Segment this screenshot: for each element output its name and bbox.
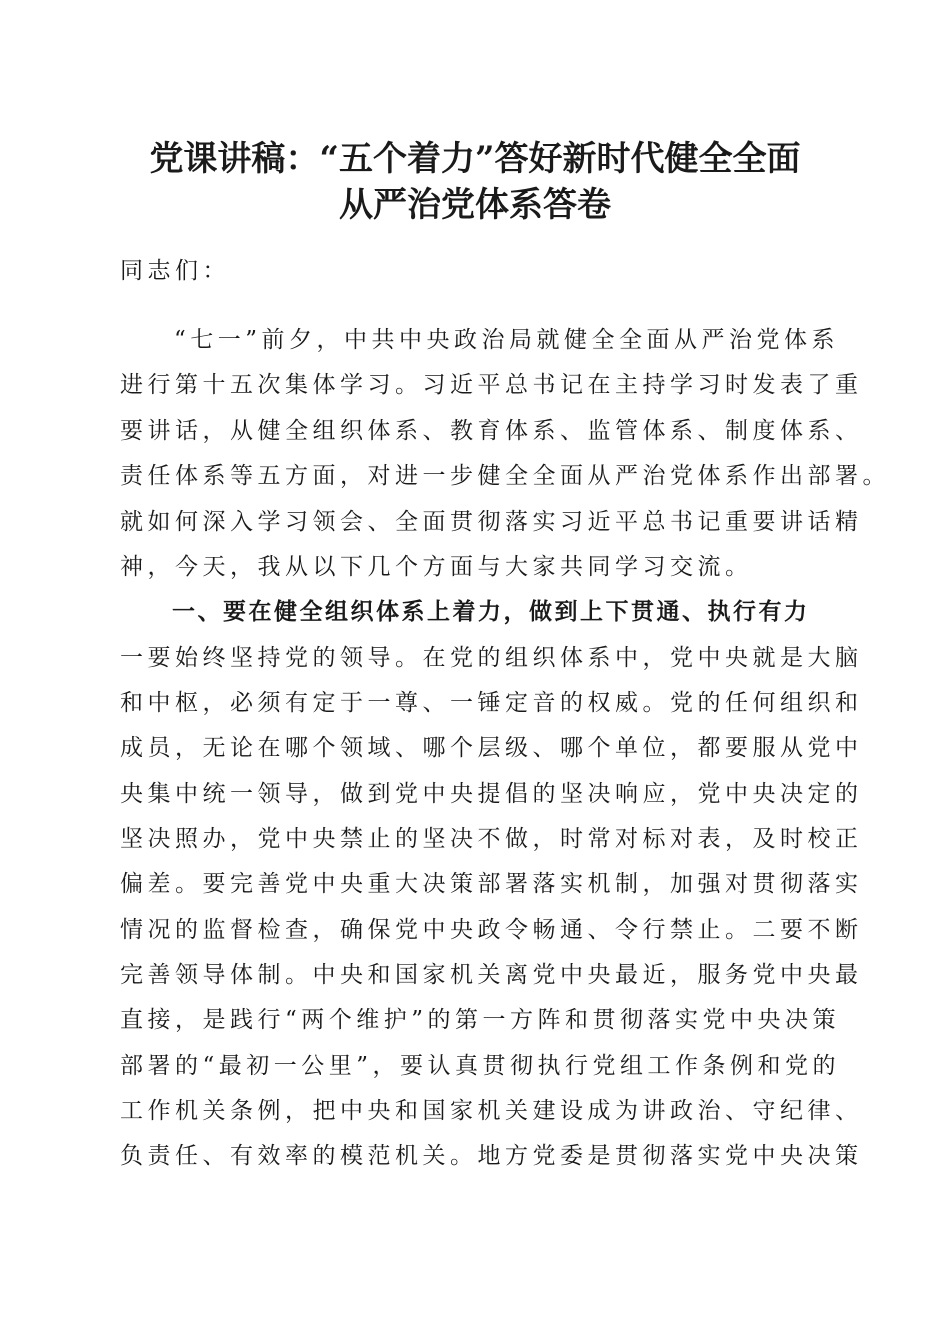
intro-line: 责任体系等五方面，对进一步健全全面从严治党体系作出部署。	[120, 463, 890, 489]
section-line: 情况的监督检查，确保党中央政令畅通、令行禁止。二要不断	[120, 917, 863, 943]
section-line: 负责任、有效率的模范机关。地方党委是贯彻落实党中央决策	[120, 1143, 863, 1169]
salutation: 同志们：	[120, 258, 230, 284]
section-line: 成员，无论在哪个领域、哪个层级、哪个单位，都要服从党中	[120, 735, 863, 761]
section-line: 偏差。要完善党中央重大决策部署落实机制，加强对贯彻落实	[120, 871, 863, 897]
section-line: 一要始终坚持党的领导。在党的组织体系中，党中央就是大脑	[120, 645, 863, 671]
intro-line: 神，今天，我从以下几个方面与大家共同学习交流。	[120, 554, 753, 580]
section-line: 工作机关条例，把中央和国家机关建设成为讲政治、守纪律、	[120, 1098, 863, 1124]
document-title-line-2: 从严治党体系答卷	[339, 185, 611, 225]
section-line: 央集中统一领导，做到党中央提倡的坚决响应，党中央决定的	[120, 781, 863, 807]
intro-line: “七一”前夕，中共中央政治局就健全全面从严治党体系	[174, 327, 840, 353]
intro-line: 要讲话，从健全组织体系、教育体系、监管体系、制度体系、	[120, 418, 863, 444]
section-line: 直接，是践行“两个维护”的第一方阵和贯彻落实党中央决策	[120, 1007, 841, 1033]
section-line: 坚决照办，党中央禁止的坚决不做，时常对标对表，及时校正	[120, 826, 863, 852]
document-title-line-1: 党课讲稿：“五个着力”答好新时代健全全面	[149, 139, 801, 179]
intro-line: 就如何深入学习领会、全面贯彻落实习近平总书记重要讲话精	[120, 509, 863, 535]
section-line: 完善领导体制。中央和国家机关离党中央最近，服务党中央最	[120, 962, 863, 988]
intro-line: 进行第十五次集体学习。习近平总书记在主持学习时发表了重	[120, 372, 863, 398]
section-line: 和中枢，必须有定于一尊、一锤定音的权威。党的任何组织和	[120, 690, 863, 716]
section-line: 部署的“最初一公里”，要认真贯彻执行党组工作条例和党的	[120, 1053, 841, 1079]
section-heading: 一、要在健全组织体系上着力，做到上下贯通、执行有力	[172, 598, 810, 625]
